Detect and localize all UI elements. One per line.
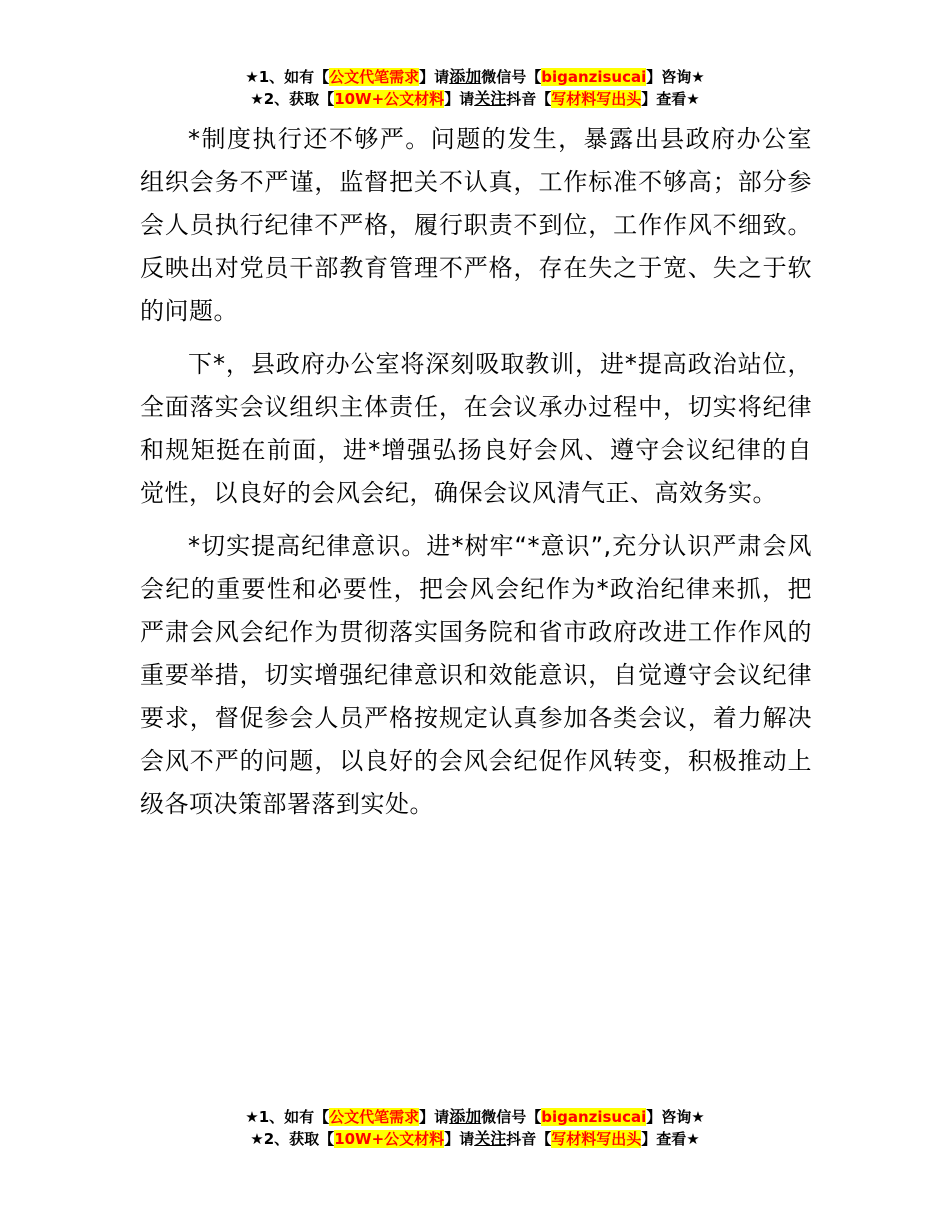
footer-line-1-highlight-wechat: biganzisucai bbox=[541, 1108, 647, 1126]
header-line-1-suffix: 】咨询★ bbox=[646, 68, 705, 86]
header-line-1 bbox=[0, 66, 950, 88]
document-body bbox=[140, 118, 812, 836]
footer-line-2-mid: 】请 bbox=[444, 1130, 475, 1148]
header-line-2-suffix: 】查看★ bbox=[641, 90, 700, 108]
header-line-2-prefix: ★2、获取【 bbox=[250, 90, 335, 108]
header-line-1-prefix: ★1、如有【 bbox=[245, 68, 330, 86]
footer-line-2-emphasis: 关注 bbox=[474, 1129, 507, 1148]
footer-line-2-prefix: ★2、获取【 bbox=[250, 1130, 335, 1148]
header-line-2-highlight-materials: 10W+公文材料 bbox=[334, 90, 445, 108]
footer-line-1-highlight-service: 公文代笔需求 bbox=[329, 1108, 420, 1126]
header-line-1-mid-2: 微信号【 bbox=[481, 68, 542, 86]
footer-line-2 bbox=[0, 1128, 950, 1150]
footer-line-1-mid: 】请 bbox=[419, 1108, 450, 1126]
header-line-2-mid: 】请 bbox=[444, 90, 475, 108]
paragraph-2: 下*，县政府办公室将深刻吸取教训，进*提高政治站位，全面落实会议组织主体责任，在会议承办过程中，切实将纪律和规矩挺在前面，进*增强弘扬良好会风、遵守会议纪律的自觉性，以良好的会风会纪，确保会议风清气正、高效务实。 bbox=[140, 350, 812, 507]
header-line-1-highlight-service: 公文代笔需求 bbox=[329, 68, 420, 86]
footer-banner bbox=[0, 1106, 950, 1150]
header-line-1-emphasis: 添加 bbox=[449, 67, 482, 86]
footer-line-1-emphasis: 添加 bbox=[449, 1107, 482, 1126]
footer-line-2-suffix: 】查看★ bbox=[641, 1130, 700, 1148]
header-banner bbox=[0, 66, 950, 110]
footer-line-1 bbox=[0, 1106, 950, 1128]
header-line-2 bbox=[0, 88, 950, 110]
header-line-2-emphasis: 关注 bbox=[474, 89, 507, 108]
header-line-1-highlight-wechat: biganzisucai bbox=[541, 68, 647, 86]
header-line-2-highlight-douyin: 写材料写出头 bbox=[551, 90, 642, 108]
header-line-1-mid: 】请 bbox=[419, 68, 450, 86]
footer-line-1-prefix: ★1、如有【 bbox=[245, 1108, 330, 1126]
paragraph-1: *制度执行还不够严。问题的发生，暴露出县政府办公室组织会务不严谨，监督把关不认真，工作标准不够高；部分参会人员执行纪律不严格，履行职责不到位，工作作风不细致。反映出对党员干部教育管理不严格，存在失之于宽、失之于软的问题。 bbox=[140, 125, 812, 325]
footer-line-1-mid-2: 微信号【 bbox=[481, 1108, 542, 1126]
footer-line-2-highlight-materials: 10W+公文材料 bbox=[334, 1130, 445, 1148]
footer-line-2-mid-2: 抖音【 bbox=[506, 1130, 552, 1148]
header-line-2-mid-2: 抖音【 bbox=[506, 90, 552, 108]
footer-line-2-highlight-douyin: 写材料写出头 bbox=[551, 1130, 642, 1148]
footer-line-1-suffix: 】咨询★ bbox=[646, 1108, 705, 1126]
paragraph-3: *切实提高纪律意识。进*树牢“*意识”,充分认识严肃会风会纪的重要性和必要性，把会风会纪作为*政治纪律来抓，把严肃会风会纪作为贯彻落实国务院和省市政府改进工作作风的重要举措，切实增强纪律意识和效能意识，自觉遵守会议纪律要求，督促参会人员严格按规定认真参加各类会议，着力解决会风不严的问题，以良好的会风会纪促作风转变，积极推动上级各项决策部署落到实处。 bbox=[140, 532, 812, 818]
